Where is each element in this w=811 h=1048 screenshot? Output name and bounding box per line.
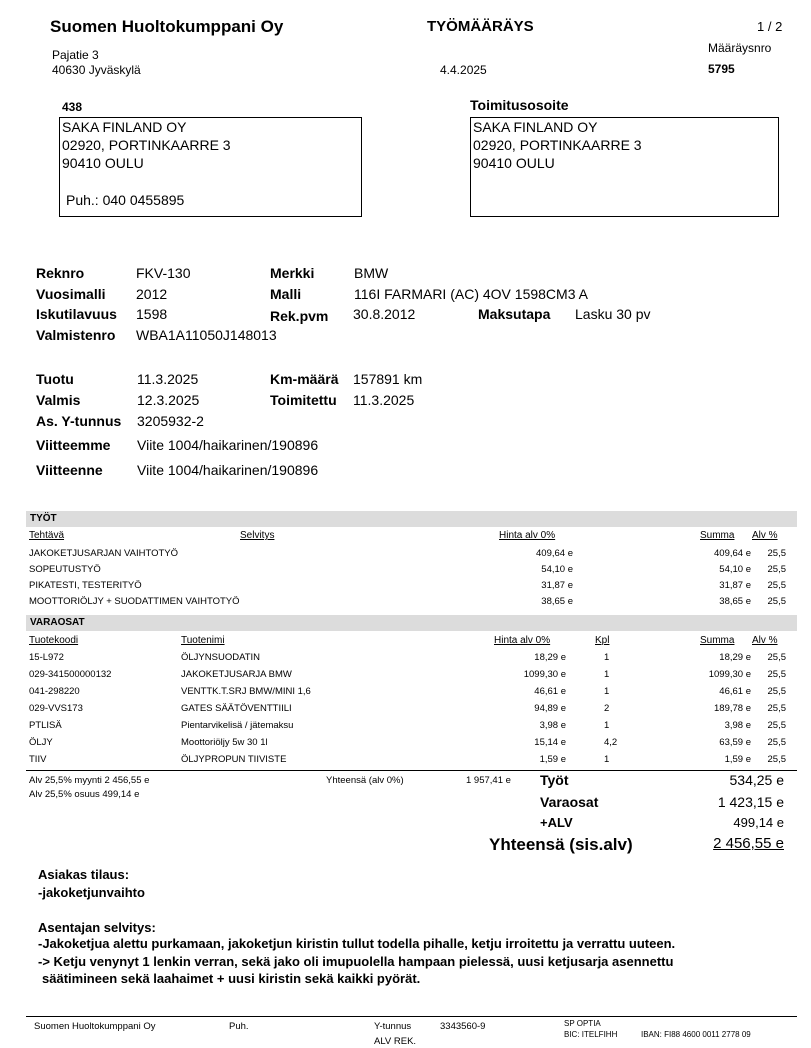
part-name: JAKOKETJUSARJA BMW bbox=[181, 669, 292, 680]
part-vat: 25,5 bbox=[767, 737, 786, 748]
part-code: 15-L972 bbox=[29, 652, 64, 663]
km-value: 157891 km bbox=[353, 371, 423, 387]
labor-sum: 54,10 e bbox=[719, 564, 751, 575]
labor-task: SOPEUTUSTYÖ bbox=[29, 564, 101, 575]
part-qty: 1 bbox=[604, 652, 610, 663]
part-vat: 25,5 bbox=[767, 669, 786, 680]
parts-col-sum: Summa bbox=[700, 635, 735, 646]
part-code: ÖLJY bbox=[29, 737, 53, 748]
parts-section-header bbox=[26, 615, 797, 631]
year-value: 2012 bbox=[136, 286, 168, 302]
vat-share: Alv 25,5% osuus 499,14 e bbox=[29, 789, 140, 800]
labor-row bbox=[0, 546, 811, 563]
your-ref-value: Viite 1004/haikarinen/190896 bbox=[137, 462, 319, 478]
part-vat: 25,5 bbox=[767, 686, 786, 697]
labor-col-desc: Selvitys bbox=[240, 530, 275, 541]
vat-total-label: +ALV bbox=[540, 815, 573, 830]
labor-row bbox=[0, 578, 811, 595]
footer-bank: SP OPTIA bbox=[564, 1019, 601, 1028]
delivery-city: 90410 OULU bbox=[473, 155, 555, 171]
part-sum: 1,59 e bbox=[724, 754, 751, 765]
parts-row bbox=[0, 718, 811, 735]
part-name: Pientarvikelisä / jätemaksu bbox=[181, 720, 294, 731]
parts-col-vat: Alv % bbox=[752, 635, 778, 646]
part-vat: 25,5 bbox=[767, 652, 786, 663]
regdate-label: Rek.pvm bbox=[270, 308, 329, 324]
year-label: Vuosimalli bbox=[36, 286, 106, 302]
part-code: 041-298220 bbox=[29, 686, 80, 697]
part-qty: 1 bbox=[604, 720, 610, 731]
labor-vat: 25,5 bbox=[767, 596, 786, 607]
labor-task: PIKATESTI, TESTERITYÖ bbox=[29, 580, 142, 591]
customer-id: 438 bbox=[62, 100, 83, 114]
part-code: PTLISÄ bbox=[29, 720, 62, 731]
part-name: ÖLJYPROPUN TIIVISTE bbox=[181, 754, 287, 765]
page-number: 1 / 2 bbox=[757, 19, 783, 34]
brought-label: Tuotu bbox=[36, 371, 74, 387]
delivered-label: Toimitettu bbox=[270, 392, 337, 408]
delivery-address-box bbox=[470, 117, 779, 217]
labor-price: 38,65 e bbox=[541, 596, 573, 607]
labor-total-value: 534,25 e bbox=[729, 772, 784, 788]
part-name: ÖLJYNSUODATIN bbox=[181, 652, 261, 663]
labor-col-vat: Alv % bbox=[752, 530, 778, 541]
brought-value: 11.3.2025 bbox=[137, 371, 199, 387]
ytunnus-label: As. Y-tunnus bbox=[36, 413, 122, 429]
parts-total-value: 1 423,15 e bbox=[717, 794, 784, 810]
model-value: 116I FARMARI (AC) 4OV 1598CM3 A bbox=[354, 286, 588, 302]
footer-phone-label: Puh. bbox=[229, 1021, 249, 1032]
part-sum: 63,59 e bbox=[719, 737, 751, 748]
brand-value: BMW bbox=[354, 265, 389, 281]
part-price: 94,89 e bbox=[534, 703, 566, 714]
part-vat: 25,5 bbox=[767, 754, 786, 765]
labor-vat: 25,5 bbox=[767, 564, 786, 575]
company-name: Suomen Huoltokumppani Oy bbox=[50, 17, 284, 36]
parts-row bbox=[0, 701, 811, 718]
brand-label: Merkki bbox=[270, 265, 315, 281]
labor-price: 54,10 e bbox=[541, 564, 573, 575]
delivery-name: SAKA FINLAND OY bbox=[473, 119, 598, 135]
vat-sale: Alv 25,5% myynti 2 456,55 e bbox=[29, 775, 150, 786]
part-price: 1099,30 e bbox=[523, 669, 566, 680]
your-ref-label: Viitteenne bbox=[36, 462, 103, 478]
regdate-value: 30.8.2012 bbox=[353, 306, 416, 322]
parts-col-code: Tuotekoodi bbox=[29, 635, 79, 646]
footer-alv-label: ALV REK. bbox=[374, 1036, 417, 1047]
vin-label: Valmistenro bbox=[36, 327, 116, 343]
delivery-address-label: Toimitusosoite bbox=[470, 97, 569, 113]
part-name: GATES SÄÄTÖVENTTIILI bbox=[181, 703, 292, 714]
labor-price: 409,64 e bbox=[536, 548, 573, 559]
labor-price: 31,87 e bbox=[541, 580, 573, 591]
labor-sum: 31,87 e bbox=[719, 580, 751, 591]
parts-total-label: Varaosat bbox=[540, 794, 599, 810]
part-qty: 1 bbox=[604, 669, 610, 680]
order-number-label: Määräysnro bbox=[708, 41, 772, 55]
labor-col-task: Tehtävä bbox=[29, 530, 65, 541]
vat-total-value: 499,14 e bbox=[733, 815, 784, 830]
model-label: Malli bbox=[270, 286, 302, 302]
grand-total-label: Yhteensä (sis.alv) bbox=[489, 835, 633, 854]
part-sum: 189,78 e bbox=[714, 703, 751, 714]
vin-value: WBA1A11050J148013 bbox=[136, 327, 277, 343]
parts-title: VARAOSAT bbox=[30, 617, 85, 628]
ytunnus-value: 3205932-2 bbox=[137, 413, 204, 429]
parts-row bbox=[0, 684, 811, 701]
labor-vat: 25,5 bbox=[767, 548, 786, 559]
part-code: 029-VVS173 bbox=[29, 703, 83, 714]
customer-city: 90410 OULU bbox=[62, 155, 144, 171]
customer-phone: Puh.: 040 0455895 bbox=[66, 192, 185, 208]
payment-value: Lasku 30 pv bbox=[575, 306, 651, 322]
document-date: 4.4.2025 bbox=[440, 63, 487, 77]
customer-name: SAKA FINLAND OY bbox=[62, 119, 187, 135]
part-price: 18,29 e bbox=[534, 652, 566, 663]
part-vat: 25,5 bbox=[767, 720, 786, 731]
part-vat: 25,5 bbox=[767, 703, 786, 714]
part-code: 029-341500000132 bbox=[29, 669, 112, 680]
mechanic-notes-label: Asentajan selvitys: bbox=[38, 920, 156, 935]
labor-col-price: Hinta alv 0% bbox=[499, 530, 556, 541]
parts-col-name: Tuotenimi bbox=[181, 635, 225, 646]
labor-vat: 25,5 bbox=[767, 580, 786, 591]
displacement-label: Iskutilavuus bbox=[36, 306, 117, 322]
ready-value: 12.3.2025 bbox=[137, 392, 200, 408]
footer-company: Suomen Huoltokumppani Oy bbox=[34, 1021, 156, 1032]
parts-row bbox=[0, 667, 811, 684]
customer-address-box bbox=[59, 117, 362, 217]
part-qty: 4,2 bbox=[604, 737, 618, 748]
parts-row bbox=[0, 650, 811, 667]
mechanic-notes-line3: säätimineen sekä laahaimet + uusi kiristin sekä kaikki pyörät. bbox=[42, 971, 421, 986]
labor-sum: 38,65 e bbox=[719, 596, 751, 607]
our-ref-label: Viitteemme bbox=[36, 437, 111, 453]
footer-iban: IBAN: FI88 4600 0011 2778 09 bbox=[641, 1030, 751, 1039]
part-qty: 1 bbox=[604, 686, 610, 697]
ready-label: Valmis bbox=[36, 392, 81, 408]
footer-ytunnus-label: Y-tunnus bbox=[374, 1021, 412, 1032]
our-ref-value: Viite 1004/haikarinen/190896 bbox=[137, 437, 319, 453]
totals-divider bbox=[26, 770, 797, 771]
grand-total-value: 2 456,55 e bbox=[713, 835, 784, 852]
parts-row bbox=[0, 752, 811, 769]
company-street: Pajatie 3 bbox=[52, 48, 99, 62]
reg-value: FKV-130 bbox=[136, 265, 191, 281]
part-price: 46,61 e bbox=[534, 686, 566, 697]
displacement-value: 1598 bbox=[136, 306, 168, 322]
footer-divider bbox=[26, 1016, 797, 1017]
mechanic-notes-line1: -Jakoketjua alettu purkamaan, jakoketjun kiristin tullut todella pihalle, ketju irroitettu ja verrattu uuteen. bbox=[38, 936, 676, 951]
part-name: VENTTK.T.SRJ BMW/MINI 1,6 bbox=[181, 686, 311, 697]
mechanic-notes-line2: -> Ketju venynyt 1 lenkin verran, sekä jako oli imupuolella hampaan pielessä, uusi ketjusarja asennettu bbox=[38, 954, 674, 969]
part-sum: 1099,30 e bbox=[708, 669, 751, 680]
part-sum: 3,98 e bbox=[724, 720, 751, 731]
part-price: 1,59 e bbox=[539, 754, 566, 765]
company-city: 40630 Jyväskylä bbox=[52, 63, 141, 77]
labor-sum: 409,64 e bbox=[714, 548, 751, 559]
parts-col-qty: Kpl bbox=[595, 635, 610, 646]
labor-task: MOOTTORIÖLJY + SUODATTIMEN VAIHTOTYÖ bbox=[29, 596, 240, 607]
parts-col-price: Hinta alv 0% bbox=[494, 635, 551, 646]
part-price: 15,14 e bbox=[534, 737, 566, 748]
payment-label: Maksutapa bbox=[478, 306, 551, 322]
footer-ytunnus: 3343560-9 bbox=[440, 1021, 486, 1032]
parts-row bbox=[0, 735, 811, 752]
footer-bic: BIC: ITELFIHH bbox=[564, 1030, 618, 1039]
labor-title: TYÖT bbox=[30, 513, 57, 524]
km-label: Km-määrä bbox=[270, 371, 339, 387]
net-total-value: 1 957,41 e bbox=[466, 775, 511, 786]
customer-order-text: -jakoketjunvaihto bbox=[38, 885, 145, 900]
delivered-value: 11.3.2025 bbox=[353, 392, 415, 408]
part-price: 3,98 e bbox=[539, 720, 566, 731]
delivery-street: 02920, PORTINKAARRE 3 bbox=[473, 137, 642, 153]
part-name: Moottoriöljy 5w 30 1l bbox=[181, 737, 268, 748]
customer-street: 02920, PORTINKAARRE 3 bbox=[62, 137, 231, 153]
net-total-label: Yhteensä (alv 0%) bbox=[326, 775, 404, 786]
reg-label: Reknro bbox=[36, 265, 85, 281]
customer-order-label: Asiakas tilaus: bbox=[38, 867, 130, 882]
document-title: TYÖMÄÄRÄYS bbox=[427, 18, 534, 35]
labor-section-header bbox=[26, 511, 797, 527]
part-sum: 18,29 e bbox=[719, 652, 751, 663]
labor-total-label: Työt bbox=[540, 772, 569, 788]
part-qty: 2 bbox=[604, 703, 610, 714]
labor-task: JAKOKETJUSARJAN VAIHTOTYÖ bbox=[29, 548, 179, 559]
part-sum: 46,61 e bbox=[719, 686, 751, 697]
labor-row bbox=[0, 562, 811, 579]
labor-row bbox=[0, 594, 811, 611]
part-code: TIIV bbox=[29, 754, 47, 765]
labor-col-sum: Summa bbox=[700, 530, 735, 541]
part-qty: 1 bbox=[604, 754, 610, 765]
order-number: 5795 bbox=[708, 62, 735, 76]
